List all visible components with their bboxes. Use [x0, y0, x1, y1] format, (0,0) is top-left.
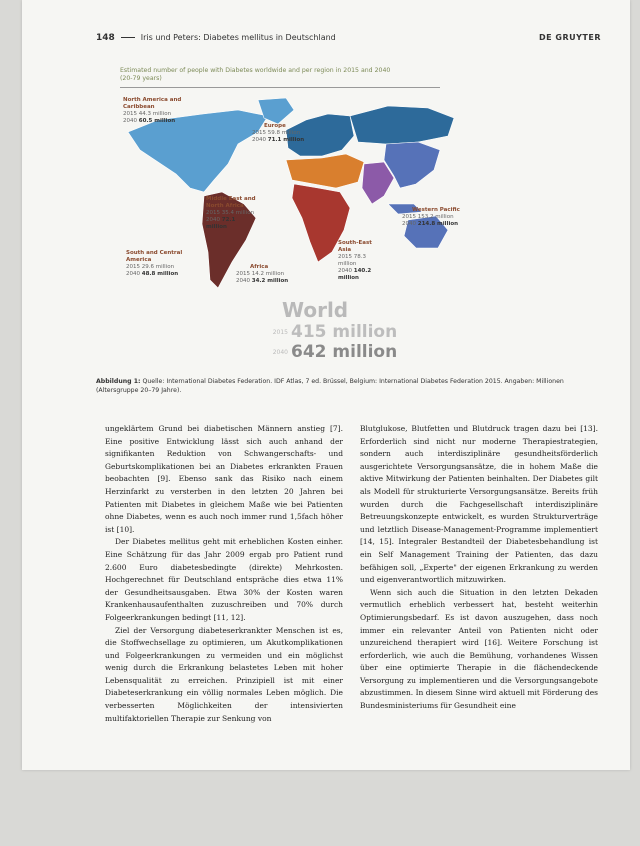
paragraph: Blutglukose, Blutfetten und Blutdruck tragen dazu bei [13]. Erforderlich sind nicht nur moderne Therapiestrategien, sondern auch interdisziplinäre gesundheitsförderlich ausgerichtete Versorgungsansätze, die in hohem Maße die aktive Mitwirkung der Patienten beinhalten. Der Diabetes gilt als Modell für strukturierte Versorgungsansätze. Bereits früh wurden durch die Fachgesellschaft interdisziplinäre Betreuungskonzepte entwickelt, es wurden Strukturverträge und letztlich Disease-Management-Programme implementiert [14, 15]. Integraler Bestandteil der Diabetesbehandlung ist ein Self Management Training der Patienten, das dazu befähigen soll, „Experte" der eigenen Erkrankung zu werden und eigenverantwortlich mitzuwirken.	[360, 424, 598, 585]
region-name: Western Pacific	[412, 207, 460, 213]
figure-caption	[96, 378, 596, 395]
year-2040: 2040	[338, 268, 352, 274]
year-2015: 2015	[126, 264, 140, 270]
region-europe-east	[350, 106, 454, 144]
world-year-2040: 2040	[272, 349, 288, 356]
year-2040: 2040	[126, 271, 140, 277]
label-mena	[206, 196, 258, 231]
value-2040: 72.1 million	[206, 217, 236, 230]
region-mena	[286, 154, 364, 188]
header-dash	[121, 37, 135, 38]
year-2015: 2015	[402, 214, 416, 220]
world-value-2015: 415 million	[291, 322, 398, 342]
value-2015: 78.3 million	[338, 254, 366, 267]
figure-caption-label: Abbildung 1:	[96, 378, 141, 385]
running-title: Iris und Peters: Diabetes mellitus in Deutschland	[140, 33, 336, 42]
year-2015: 2015	[206, 210, 220, 216]
figure-top-caption	[120, 67, 480, 83]
region-name: Africa	[250, 264, 269, 270]
label-africa	[236, 264, 288, 285]
label-south-america	[126, 250, 192, 278]
value-2015: 29.6 million	[141, 264, 175, 270]
year-2040: 2040	[402, 221, 416, 227]
value-2015: 153.2 million	[417, 214, 454, 220]
label-europe	[252, 123, 304, 144]
figure-caption-text: Quelle: International Diabetes Federation. IDF Atlas, 7 ed. Brüssel, Belgium: International Diabetes Federation 2015. Angaben: Millionen (Altersgruppe 20–79 Jahre).	[96, 378, 564, 394]
year-2040: 2040	[236, 278, 250, 284]
text-column-left	[105, 423, 343, 725]
world-year-2015: 2015	[272, 329, 288, 336]
text-column-right	[360, 423, 598, 713]
figure-top-caption-line1: Estimated number of people with Diabetes worldwide and per region in 2015 and 2040	[120, 67, 391, 74]
label-north-america	[123, 97, 183, 125]
value-2015: 59.8 million	[267, 130, 301, 136]
page-number: 148	[96, 33, 115, 43]
region-name: South-East Asia	[338, 240, 372, 253]
publisher-logo-text: DE GRUYTER	[539, 33, 601, 42]
world-total	[262, 298, 422, 362]
value-2040: 60.5 million	[138, 118, 176, 124]
year-2040: 2040	[206, 217, 220, 223]
value-2040: 214.8 million	[417, 221, 459, 227]
region-name: Middle East and North Africa	[206, 196, 256, 209]
value-2015: 35.4 million	[221, 210, 255, 216]
region-name: North America and Caribbean	[123, 97, 182, 110]
label-western-pacific	[402, 207, 460, 228]
paragraph: Ziel der Versorgung diabeteserkrankter Menschen ist es, die Stoffwechsellage zu optimieren, um Akutkomplikationen und Folgeerkrankungen zu vermeiden und ein möglichst wenig durch die Erkrankung belastetes Leben mit hoher Lebensqualität zu erreichen. Prinzipiell ist mit einer Diabeteserkrankung ein völlig normales Leben möglich. Die verbesserten Möglichkeiten der intensivierten multifaktoriellen Therapie zur Senkung von	[105, 625, 343, 723]
figure-top-caption-line2: (20-79 years)	[120, 75, 162, 82]
figure-rule	[120, 87, 440, 88]
region-name: Europe	[264, 123, 286, 129]
value-2015: 14.2 million	[251, 271, 285, 277]
year-2040: 2040	[252, 137, 266, 143]
year-2015: 2015	[338, 254, 352, 260]
value-2040: 140.2 million	[338, 268, 372, 281]
region-name: South and Central America	[126, 250, 183, 263]
paragraph: ungeklärtem Grund bei diabetischen Männern anstieg [7]. Eine positive Entwicklung lässt sich auch anhand der signifikanten Reduktion von Schwangerschafts- und Geburtskomplikationen bei an Diabetes erkrankten Frauen beobachten [9]. Ebenso sank das Risiko nach einem Herzinfarkt zu versterben in den letzten 20 Jahren bei Patienten mit Diabetes in gleichem Maße wie bei Patienten ohne Diabetes, wenn es auch noch immer rund 1,5fach höher ist [10].	[105, 424, 343, 534]
label-south-east-asia	[338, 240, 384, 282]
year-2015: 2015	[252, 130, 266, 136]
paragraph: Der Diabetes mellitus geht mit erheblichen Kosten einher. Eine Schätzung für das Jahr 2009 ergab pro Patient rund 2.600 Euro diabetesbedingte (direkte) Mehrkosten. Hochgerechnet für Deutschland entspräche dies etwa 11% der Gesundheitsausgaben. Etwa 30% der Kosten waren Krankenhausaufenthalten zuzuschreiben und 70% durch Folgeerkrankungen bedingt [11, 12].	[105, 537, 343, 622]
paragraph: Wenn sich auch die Situation in den letzten Dekaden vermutlich erheblich verbessert hat, besteht weiterhin Optimierungsbedarf. Es ist davon auszugehen, dass noch immer ein relevanter Anteil von Patienten nicht oder unzureichend therapiert wird [16]. Weitere Forschung ist erforderlich, wie auch die Bemühung, vorhandenes Wissen über eine optimierte Therapie in die flächendeckende Versorgung zu implementieren und die Versorgungsangebote abzustimmen. In diesem Sinne wird aktuell mit Förderung des Bundesministeriums für Gesundheit eine	[360, 587, 598, 711]
running-head	[96, 33, 601, 47]
value-2040: 71.1 million	[267, 137, 305, 143]
year-2015: 2015	[123, 111, 137, 117]
value-2040: 48.8 million	[141, 271, 179, 277]
value-2040: 34.2 million	[251, 278, 289, 284]
year-2040: 2040	[123, 118, 137, 124]
world-title: World	[282, 298, 349, 322]
value-2015: 44.3 million	[138, 111, 172, 117]
year-2015: 2015	[236, 271, 250, 277]
world-value-2040: 642 million	[291, 342, 398, 362]
